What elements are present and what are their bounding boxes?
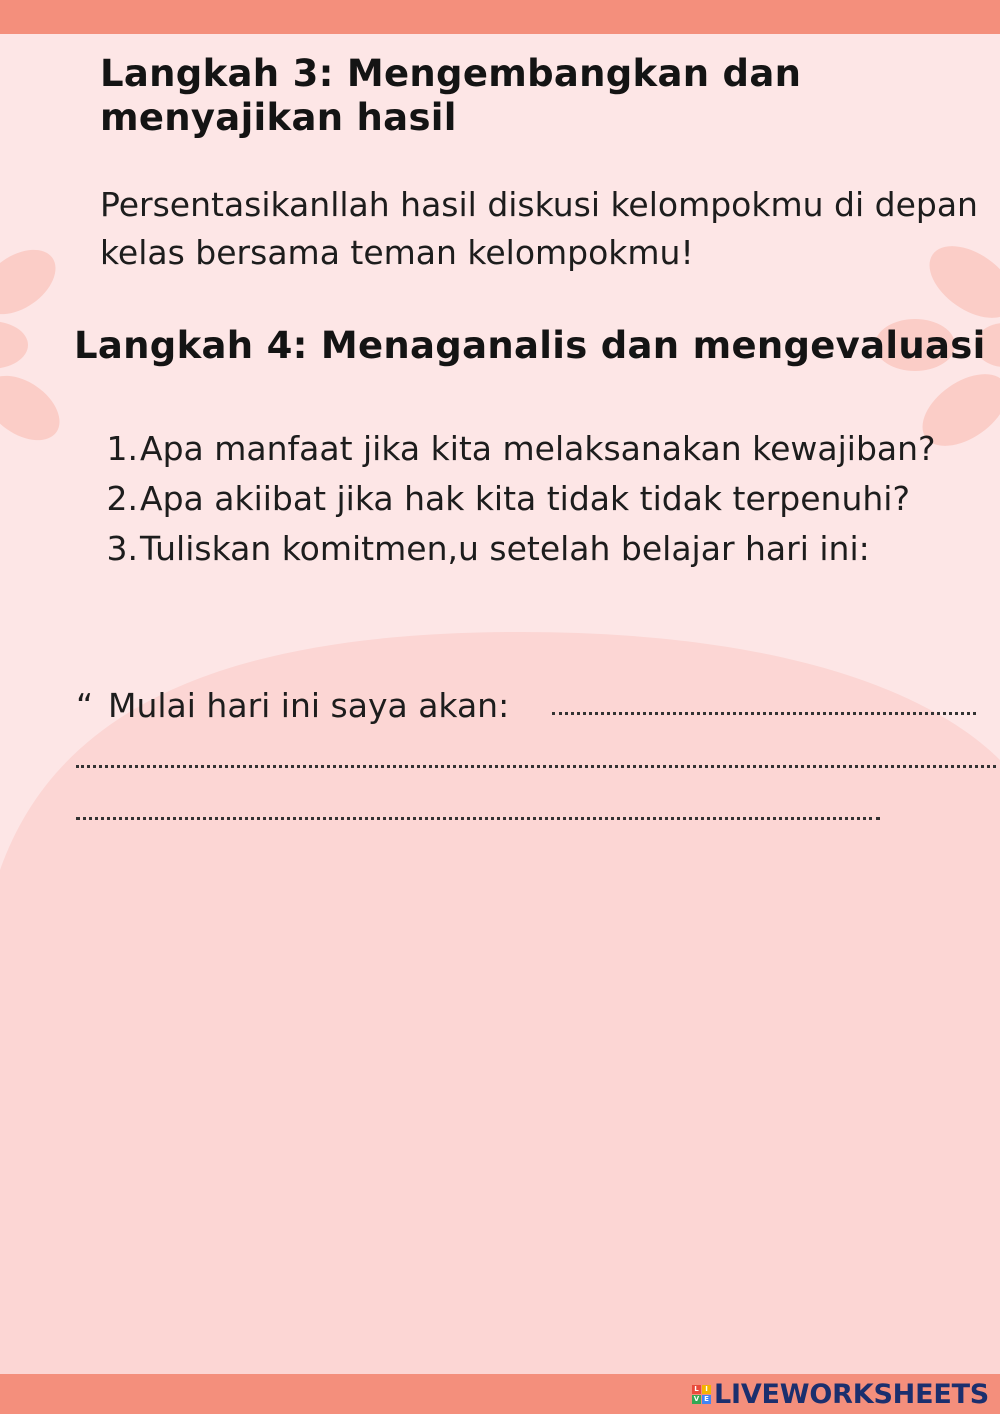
logo-letter: V bbox=[693, 1394, 700, 1403]
logo-letter: I bbox=[702, 1385, 711, 1394]
liveworksheets-brand bbox=[692, 1377, 989, 1411]
step4-heading: Langkah 4: Menaganalis dan mengevaluasi bbox=[74, 324, 986, 367]
question-item bbox=[100, 424, 995, 474]
question-item bbox=[100, 524, 995, 574]
background-blob bbox=[0, 632, 1000, 1374]
top-band bbox=[0, 0, 1000, 34]
liveworksheets-logo-icon bbox=[692, 1385, 711, 1404]
answer-dotted-line[interactable] bbox=[76, 817, 880, 820]
answer-dotted-line[interactable] bbox=[76, 765, 996, 768]
step3-heading: Langkah 3: Mengembangkan dan menyajikan hasil bbox=[100, 52, 802, 139]
quote-mark: “ bbox=[76, 686, 94, 725]
question-text: Apa manfaat jika kita melaksanakan kewajiban? bbox=[140, 429, 936, 468]
question-number: 3. bbox=[106, 529, 138, 568]
logo-letter: L bbox=[692, 1385, 701, 1394]
step3-instruction: Persentasikanllah hasil diskusi kelompokmu di depan kelas bersama teman kelompokmu! bbox=[100, 185, 978, 272]
question-text: Apa akiibat jika hak kita tidak tidak terpenuhi? bbox=[140, 479, 910, 518]
question-text: Tuliskan komitmen,u setelah belajar hari ini: bbox=[140, 529, 870, 568]
answer-dotted-line[interactable] bbox=[552, 712, 976, 715]
commitment-prompt: Mulai hari ini saya akan: bbox=[108, 686, 510, 725]
question-number: 2. bbox=[106, 479, 138, 518]
commitment-line bbox=[76, 682, 996, 730]
left-flower-decoration bbox=[0, 237, 71, 454]
question-list bbox=[100, 424, 995, 574]
logo-letter: E bbox=[702, 1395, 711, 1404]
question-number: 1. bbox=[106, 429, 138, 468]
brand-name: LIVEWORKSHEETS bbox=[714, 1378, 990, 1410]
question-item bbox=[100, 474, 995, 524]
